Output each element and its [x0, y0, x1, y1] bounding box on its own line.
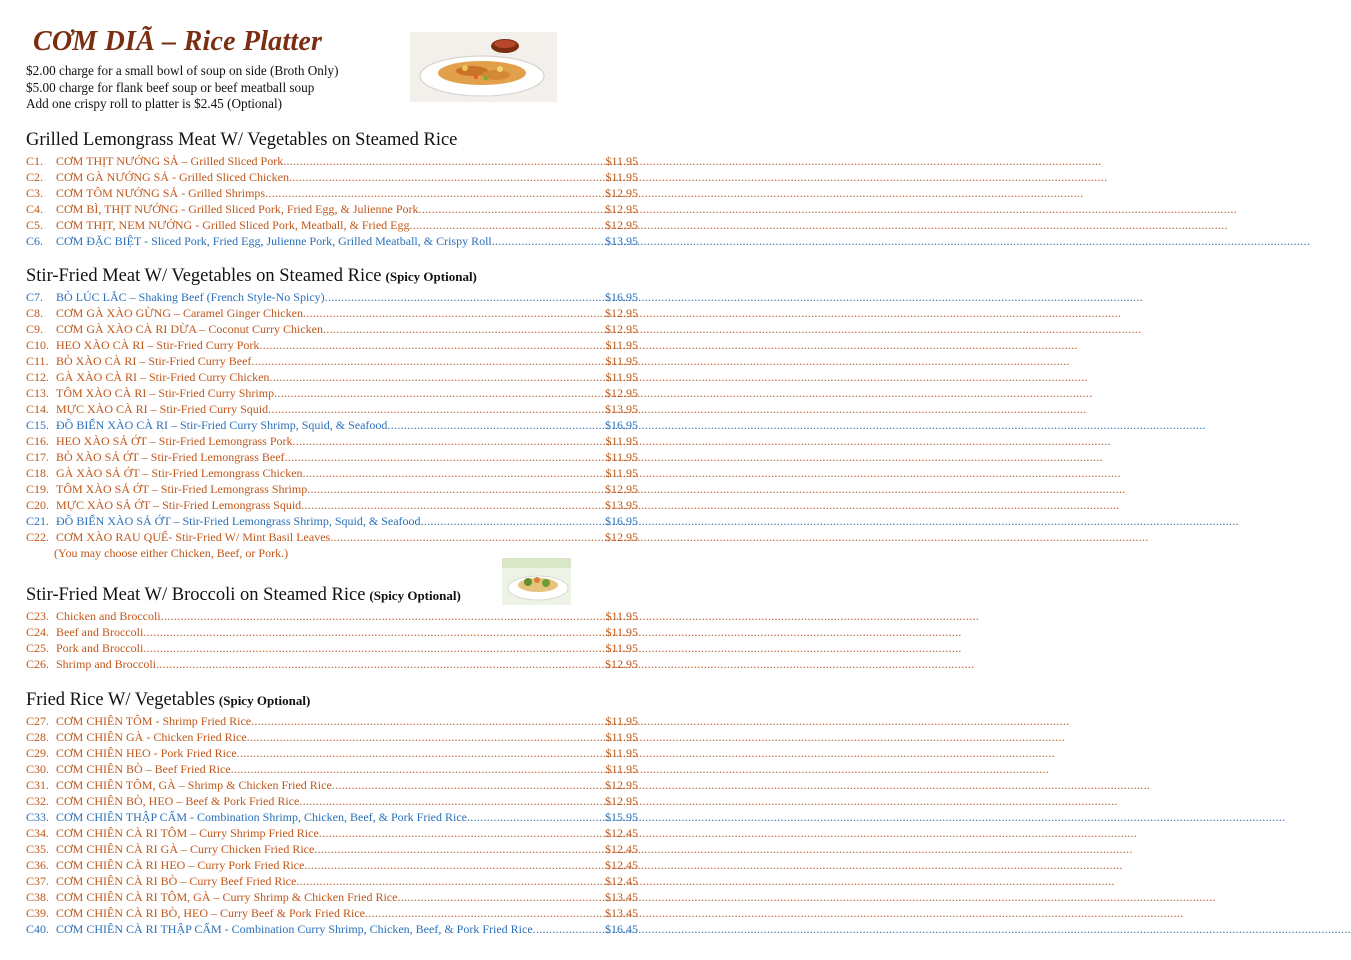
item-name: CƠM TÔM NƯỚNG SẢ - Grilled Shrimps — [56, 186, 266, 200]
leader-dots — [492, 233, 605, 249]
item-price: $12.95 — [605, 386, 638, 400]
item-price: $11.95 — [605, 762, 638, 776]
item-price: $11.95 — [605, 466, 638, 480]
leader-dots — [156, 656, 605, 672]
menu-item-c17 — [26, 449, 638, 465]
item-price: $12.45 — [605, 874, 638, 888]
rice-platter-icon — [410, 32, 557, 102]
item-name: TÔM XÀO CÀ RI – Stir-Fried Curry Shrimp — [56, 386, 275, 400]
menu-item-c25 — [26, 640, 638, 656]
item-code: C5. — [26, 218, 44, 232]
menu-item-c20 — [26, 497, 638, 513]
item-name: BÒ LÚC LẮC – Shaking Beef (French Style-No Spicy) — [56, 290, 325, 304]
menu-item-c1 — [26, 153, 638, 169]
menu-item-c33 — [26, 809, 638, 825]
menu-item-c2 — [26, 169, 638, 185]
menu-item-c31 — [26, 777, 638, 793]
choice-note-text: (You may choose either Chicken, Beef, or Pork.) — [54, 546, 289, 560]
menu-item-c27 — [26, 713, 638, 729]
menu-item-c15 — [26, 417, 638, 433]
item-price: $11.95 — [605, 714, 638, 728]
item-name: CƠM GÀ XÀO CÀ RI DỪA – Coconut Curry Chicken — [56, 322, 323, 336]
item-code: C7. — [26, 290, 44, 304]
item-price: $12.95 — [605, 794, 638, 808]
item-price: $13.45 — [605, 890, 638, 904]
item-price: $12.95 — [605, 186, 638, 200]
item-code: C16. — [26, 434, 50, 448]
leader-dots — [365, 905, 605, 921]
section-subtitle: (Spicy Optional) — [369, 588, 461, 603]
menu-item-c22 — [26, 529, 638, 545]
note-line: Add one crispy roll to platter is $2.45 (Optional) — [26, 96, 283, 111]
leader-dots — [293, 433, 606, 449]
item-name: CƠM CHIÊN CÀ RI TÔM – Curry Shrimp Fried Rice — [56, 826, 319, 840]
section-items-stir-fried — [26, 289, 638, 561]
menu-title: CƠM DIÃ – Rice Platter — [33, 26, 323, 57]
menu-item-c30 — [26, 761, 638, 777]
item-price: $13.45 — [605, 906, 638, 920]
menu-item-c29 — [26, 745, 638, 761]
item-code: C30. — [26, 762, 50, 776]
item-name: GÀ XÀO CÀ RI – Stir-Fried Curry Chicken — [56, 370, 270, 384]
item-code: C11. — [26, 354, 49, 368]
menu-item-c34 — [26, 825, 638, 841]
note-line: $2.00 charge for a small bowl of soup on side (Broth Only) — [26, 63, 339, 78]
item-code: C6. — [26, 234, 44, 248]
menu-item-c9 — [26, 321, 638, 337]
item-code: C28. — [26, 730, 50, 744]
item-code: C35. — [26, 842, 50, 856]
item-code: C3. — [26, 186, 44, 200]
leader-dots — [304, 857, 605, 873]
leader-dots — [467, 809, 605, 825]
leader-dots — [387, 417, 605, 433]
item-name: CƠM THỊT, NEM NƯỚNG - Grilled Sliced Pork, Meatball, & Fried Egg — [56, 218, 410, 232]
menu-item-c14 — [26, 401, 638, 417]
item-code: C19. — [26, 482, 50, 496]
item-code: C31. — [26, 778, 50, 792]
leader-dots — [303, 465, 606, 481]
item-name: CƠM CHIÊN CÀ RI GÀ – Curry Chicken Fried Rice — [56, 842, 315, 856]
section-title: Grilled Lemongrass Meat W/ Vegetables on Steamed Rice — [26, 130, 458, 150]
item-name: BÒ XÀO SẢ ỚT – Stir-Fried Lemongrass Beef — [56, 450, 285, 464]
item-code: C24. — [26, 625, 50, 639]
item-code: C22. — [26, 530, 50, 544]
item-code: C8. — [26, 306, 44, 320]
item-price: $13.95 — [605, 234, 638, 248]
item-name: CƠM GÀ XÀO GỪNG – Caramel Ginger Chicken — [56, 306, 303, 320]
leader-dots — [325, 289, 605, 305]
menu-item-c3 — [26, 185, 638, 201]
menu-item-c37 — [26, 873, 638, 889]
leader-dots — [397, 889, 605, 905]
leader-dots — [237, 745, 606, 761]
broccoli-dish-photo — [502, 558, 571, 605]
item-code: C23. — [26, 609, 50, 623]
leader-dots — [259, 337, 605, 353]
item-price: $12.45 — [605, 858, 638, 872]
section-subtitle: (Spicy Optional) — [385, 269, 477, 284]
leader-dots — [251, 353, 605, 369]
item-code: C9. — [26, 322, 44, 336]
item-price: $11.95 — [605, 730, 638, 744]
item-price: $16.95 — [605, 418, 638, 432]
item-price: $12.45 — [605, 826, 638, 840]
item-name: CƠM CHIÊN CÀ RI BÒ – Curry Beef Fried Rice — [56, 874, 297, 888]
item-code: C21. — [26, 514, 50, 528]
section-title: Fried Rice W/ Vegetables — [26, 690, 215, 710]
surcharge-notes — [26, 63, 339, 113]
item-price: $11.95 — [605, 450, 638, 464]
menu-item-c12 — [26, 369, 638, 385]
menu-item-c28 — [26, 729, 638, 745]
leader-dots — [269, 369, 605, 385]
item-code: C4. — [26, 202, 44, 216]
item-price: $12.95 — [605, 530, 638, 544]
item-name: ĐỒ BIỂN XÀO SẢ ỚT – Stir-Fried Lemongrass Shrimp, Squid, & Seafood — [56, 514, 421, 528]
item-name: ĐỒ BIỂN XÀO CÀ RI – Stir-Fried Curry Shrimp, Squid, & Seafood — [56, 418, 388, 432]
item-price: $11.95 — [605, 170, 638, 184]
broccoli-dish-icon — [502, 558, 571, 605]
leader-dots — [268, 401, 605, 417]
item-code: C17. — [26, 450, 50, 464]
menu-item-c19 — [26, 481, 638, 497]
item-code: C26. — [26, 657, 50, 671]
item-code: C2. — [26, 170, 44, 184]
item-code: C10. — [26, 338, 50, 352]
item-name: CƠM XÀO RAU QUẾ- Stir-Fried W/ Mint Basil Leaves — [56, 530, 331, 544]
section-heading-grilled — [26, 130, 457, 151]
section-items-broccoli — [26, 608, 638, 672]
item-name: HEO XÀO SẢ ỚT – Stir-Fried Lemongrass Pork — [56, 434, 293, 448]
leader-dots — [319, 825, 605, 841]
menu-item-c5 — [26, 217, 638, 233]
item-name: CƠM CHIÊN CÀ RI HEO – Curry Pork Fried Rice — [56, 858, 305, 872]
menu-item-c39 — [26, 905, 638, 921]
item-code: C14. — [26, 402, 50, 416]
leader-dots — [296, 873, 605, 889]
leader-dots — [303, 305, 605, 321]
item-name: CƠM CHIÊN HEO - Pork Fried Rice — [56, 746, 237, 760]
item-price: $13.95 — [605, 498, 638, 512]
menu-item-c21 — [26, 513, 638, 529]
item-name: Shrimp and Broccoli — [56, 657, 156, 671]
item-price: $11.95 — [605, 354, 638, 368]
item-code: C25. — [26, 641, 50, 655]
item-price: $11.95 — [605, 609, 638, 623]
item-name: Beef and Broccoli — [56, 625, 144, 639]
item-code: C13. — [26, 386, 50, 400]
leader-dots — [283, 153, 605, 169]
item-name: Chicken and Broccoli — [56, 609, 161, 623]
leader-dots — [533, 921, 605, 937]
item-code: C32. — [26, 794, 50, 808]
item-name: Pork and Broccoli — [56, 641, 144, 655]
item-code: C34. — [26, 826, 50, 840]
item-name: CƠM BÌ, THỊT NƯỚNG - Grilled Sliced Pork, Fried Egg, & Julienne Pork — [56, 202, 419, 216]
item-code: C39. — [26, 906, 50, 920]
item-name: CƠM CHIÊN GÀ - Chicken Fried Rice — [56, 730, 247, 744]
item-price: $11.95 — [605, 338, 638, 352]
item-code: C15. — [26, 418, 50, 432]
rice-platter-photo — [410, 32, 557, 102]
menu-item-c18 — [26, 465, 638, 481]
item-name: CƠM GÀ NƯỚNG SẢ - Grilled Sliced Chicken — [56, 170, 289, 184]
section-subtitle: (Spicy Optional) — [218, 693, 311, 708]
leader-dots — [289, 169, 605, 185]
item-price: $11.95 — [605, 641, 638, 655]
item-code: C12. — [26, 370, 50, 384]
item-price: $12.95 — [605, 306, 638, 320]
menu-item-c23 — [26, 608, 638, 624]
leader-dots — [161, 608, 606, 624]
item-price: $11.95 — [605, 625, 638, 639]
item-name: CƠM CHIÊN TÔM - Shrimp Fried Rice — [56, 714, 252, 728]
item-code: C29. — [26, 746, 50, 760]
item-price: $11.95 — [605, 154, 638, 168]
menu-item-c26 — [26, 656, 638, 672]
item-code: C40. — [26, 922, 50, 936]
menu-item-c8 — [26, 305, 638, 321]
item-code: C1. — [26, 154, 44, 168]
item-name: MỰC XÀO CÀ RI – Stir-Fried Curry Squid — [56, 402, 269, 416]
leader-dots — [265, 185, 605, 201]
menu-item-c7 — [26, 289, 638, 305]
menu-item-c6 — [26, 233, 638, 249]
leader-dots — [143, 640, 605, 656]
item-price: $16.45 — [605, 922, 638, 936]
item-code: C27. — [26, 714, 50, 728]
item-price: $15.95 — [605, 810, 638, 824]
menu-item-c16 — [26, 433, 638, 449]
item-name: CƠM CHIÊN TÔM, GÀ – Shrimp & Chicken Fried Rice — [56, 778, 332, 792]
item-code: C38. — [26, 890, 50, 904]
leader-dots — [231, 761, 606, 777]
item-name: GÀ XÀO SẢ ỚT – Stir-Fried Lemongrass Chicken — [56, 466, 303, 480]
section-heading-fried-rice — [26, 690, 310, 711]
item-price: $13.95 — [605, 402, 638, 416]
section-title: Stir-Fried Meat W/ Vegetables on Steamed Rice — [26, 266, 382, 286]
item-price: $12.95 — [605, 202, 638, 216]
leader-dots — [299, 793, 605, 809]
leader-dots — [247, 729, 606, 745]
item-code: C36. — [26, 858, 50, 872]
leader-dots — [332, 777, 605, 793]
section-items-grilled — [26, 153, 638, 249]
item-code: C18. — [26, 466, 50, 480]
section-title: Stir-Fried Meat W/ Broccoli on Steamed Rice — [26, 585, 366, 605]
item-price: $12.95 — [605, 322, 638, 336]
leader-dots — [301, 497, 605, 513]
item-name: CƠM CHIÊN CÀ RI TÔM, GÀ – Curry Shrimp & Chicken Fried Rice — [56, 890, 398, 904]
item-name: CƠM CHIÊN CÀ RI THẬP CẨM - Combination Curry Shrimp, Chicken, Beef, & Pork Fried Rice — [56, 922, 533, 936]
item-name: CƠM CHIÊN BÒ – Beef Fried Rice — [56, 762, 231, 776]
menu-item-c4 — [26, 201, 638, 217]
item-name: CƠM ĐẶC BIỆT - Sliced Pork, Fried Egg, Julienne Pork, Grilled Meatball, & Crispy Roll — [56, 234, 492, 248]
item-name: TÔM XÀO SẢ ỚT – Stir-Fried Lemongrass Shrimp — [56, 482, 308, 496]
item-price: $12.95 — [605, 482, 638, 496]
menu-item-c36 — [26, 857, 638, 873]
leader-dots — [410, 217, 606, 233]
menu-item-c38 — [26, 889, 638, 905]
leader-dots — [251, 713, 605, 729]
leader-dots — [143, 624, 605, 640]
menu-item-c13 — [26, 385, 638, 401]
item-price: $16.95 — [605, 290, 638, 304]
leader-dots — [307, 481, 605, 497]
item-name: MỰC XÀO SẢ ỚT – Stir-Fried Lemongrass Squid — [56, 498, 302, 512]
leader-dots — [274, 385, 605, 401]
item-price: $11.95 — [605, 370, 638, 384]
leader-dots — [323, 321, 605, 337]
item-price: $11.95 — [605, 746, 638, 760]
menu-item-c35 — [26, 841, 638, 857]
item-name: CƠM CHIÊN THẬP CẨM - Combination Shrimp, Chicken, Beef, & Pork Fried Rice — [56, 810, 467, 824]
item-price: $16.95 — [605, 514, 638, 528]
menu-item-c11 — [26, 353, 638, 369]
item-name: HEO XÀO CÀ RI – Stir-Fried Curry Pork — [56, 338, 260, 352]
item-price: $12.95 — [605, 218, 638, 232]
item-price: $11.95 — [605, 434, 638, 448]
leader-dots — [314, 841, 605, 857]
section-heading-broccoli — [26, 585, 461, 606]
note-line: $5.00 charge for flank beef soup or beef meatball soup — [26, 79, 315, 95]
menu-item-c40 — [26, 921, 638, 937]
item-name: CƠM CHIÊN BÒ, HEO – Beef & Pork Fried Rice — [56, 794, 300, 808]
menu-item-c10 — [26, 337, 638, 353]
section-items-fried-rice — [26, 713, 638, 937]
section-heading-stir-fried — [26, 266, 477, 287]
item-price: $12.95 — [605, 657, 638, 671]
item-name: BÒ XÀO CÀ RI – Stir-Fried Curry Beef — [56, 354, 252, 368]
item-code: C20. — [26, 498, 50, 512]
leader-dots — [330, 529, 605, 545]
item-code: C33. — [26, 810, 50, 824]
item-name: CƠM THỊT NƯỚNG SẢ – Grilled Sliced Pork — [56, 154, 284, 168]
item-code: C37. — [26, 874, 50, 888]
leader-dots — [419, 201, 605, 217]
item-price: $12.45 — [605, 842, 638, 856]
leader-dots — [421, 513, 605, 529]
item-price: $12.95 — [605, 778, 638, 792]
leader-dots — [285, 449, 606, 465]
menu-item-c24 — [26, 624, 638, 640]
menu-item-c32 — [26, 793, 638, 809]
item-name: CƠM CHIÊN CÀ RI BÒ, HEO – Curry Beef & Pork Fried Rice — [56, 906, 365, 920]
